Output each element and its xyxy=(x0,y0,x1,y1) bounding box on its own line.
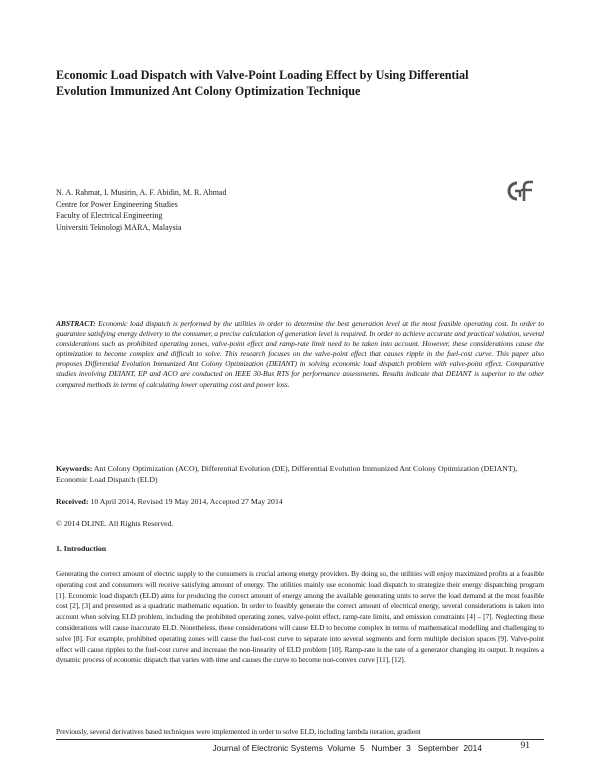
abstract-label: ABSTRACT: xyxy=(56,319,96,328)
body-paragraph-2: Previously, several derivatives based techniques were implemented in order to solve ELD, including lambda iteration, gradient xyxy=(56,727,421,736)
footer-divider xyxy=(56,739,544,740)
abstract-text: Economic load dispatch is performed by the utilities in order to determine the best generation level at the most feasible operating cost. In order to guarantee satisfying energy delivery to the consumer, a precise calculation of generation level is required. In order to achieve accurate and practical solution, several considerations such as prohibited operating zones, valve-point effect and ramp-rate limit need to be taken into account. However, these considerations cause the optimization to become complex and difficult to solve. This research focuses on the valve-point effect that causes ripple in the fuel-cost curve. This paper also proposes Differential Evolution Immunized Ant Colony Optimization (DEIANT) in solving economic load dispatch problem with valve-point effect. Comparative studies involving DEIANT, EP and ACO are conducted on IEEE 30-Bus RTS for performance assessments. Results indicate that DEIANT is superior to the other compared methods in terms of calculating lower operating cost and power loss. xyxy=(56,319,544,389)
copyright-notice: © 2014 DLINE. All Rights Reserved. xyxy=(56,519,174,528)
affiliation-university: Universiti Teknologi MARA, Malaysia xyxy=(56,223,182,233)
keywords xyxy=(56,463,544,485)
author-block xyxy=(56,187,226,234)
received-dates xyxy=(56,497,283,506)
section-heading-introduction: 1. Introduction xyxy=(56,544,107,553)
page-number: 91 xyxy=(520,741,530,751)
title-line-1: Economic Load Dispatch with Valve-Point Loading Effect by Using Differential xyxy=(56,68,469,82)
body-paragraph-1: Generating the correct amount of electric supply to the consumers is crucial among energy providers. By doing so, the utilities will enjoy maximized profits at a feasible operating cost and consumers will receive satisfying amount of energy. The utilities mainly use economic load dispatch to strategize their energy dispatching program [1]. Economic load dispatch (ELD) aims for producing the correct amount of energy among the available generating units to serve the load demand at the most feasible cost [2], [3] and presented as a quadratic mathematic equation. In order to feasibly generate the correct amount of electrical energy, several considerations is taken into account when solving ELD problem, including the prohibited operating zones, valve-point effect, ramp-rate limits, and emission constraints [4] – [7]. Neglecting these considerations will cause inaccurate ELD. Nonetheless, these considerations will cause ELD to become complex in terms of mathematical modelling and challenging to solve [8]. For example, prohibited operating zones will cause the fuel-cost curve to separate into several segments and form multiple decision spaces [9]. Valve-point effect will cause ripples to the fuel-cost curve and increase the non-linearity of ELD problem [10]. Ramp-rate is the rate of a generator changing its output. It requires a dynamic process of economic dispatch that varies with time and causes the curve to become non-convex curve [11], [12]. xyxy=(56,569,544,665)
affiliation-faculty: Faculty of Electrical Engineering xyxy=(56,211,163,221)
keywords-label: Keywords: xyxy=(56,464,93,473)
keywords-text: Ant Colony Optimization (ACO), Differential Evolution (DE), Differential Evolution Immunized Ant Colony Optimization (DEIANT), Economic Load Dispatch (ELD) xyxy=(56,464,518,484)
page-footer xyxy=(56,742,544,756)
journal-logo-icon xyxy=(507,179,537,203)
author-names: N. A. Rahmat, I. Musirin, A. F. Abidin, M. R. Ahmad xyxy=(56,188,227,197)
abstract xyxy=(56,319,544,390)
footer-journal-info: Journal of Electronic Systems Volume 5 Number 3 September 2014 xyxy=(212,743,482,753)
received-text: 10 April 2014, Revised 19 May 2014, Accepted 27 May 2014 xyxy=(90,497,283,506)
affiliation-centre: Centre for Power Engineering Studies xyxy=(56,199,178,209)
paper-title xyxy=(56,67,556,99)
title-line-2: Evolution Immunized Ant Colony Optimization Technique xyxy=(56,84,361,98)
received-label: Received: xyxy=(56,497,89,506)
